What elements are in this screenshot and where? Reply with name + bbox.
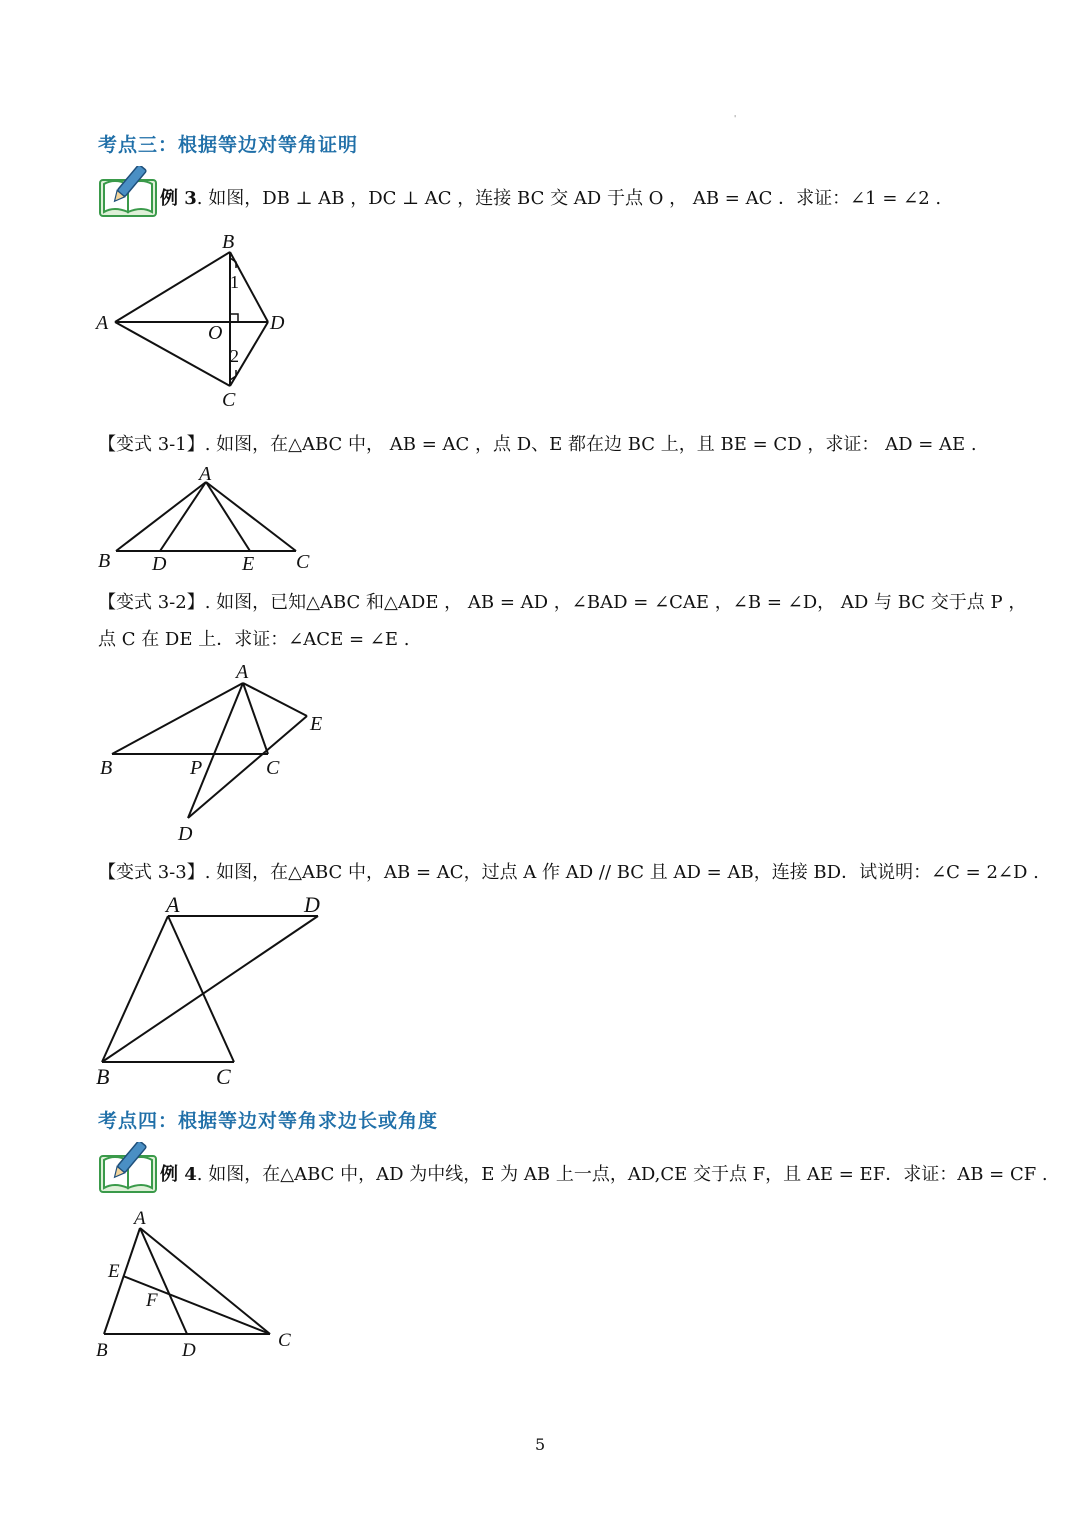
segment-ac [168, 916, 234, 1062]
variant-3-3-text: 【变式 3-3】. 如图，在△ABC 中，AB = AC，过点 A 作 AD // BC 且 AD = AB，连接 BD．试说明：∠C = 2∠D . [98, 862, 1039, 883]
page-number: 5 [535, 1435, 546, 1454]
label-a: A [236, 661, 249, 683]
example-4-text [160, 1160, 1048, 1186]
figure-variant-3-1 [90, 462, 330, 580]
example-4-label: 例 4 [160, 1164, 197, 1185]
figure-example-4 [90, 1206, 310, 1366]
example-3-text [160, 184, 941, 210]
example-4-statement: . 如图，在△ABC 中，AD 为中线，E 为 AB 上一点，AD,CE 交于点 F，且 AE = EF．求证：AB = CF . [196, 1164, 1048, 1185]
label-b: B [96, 1340, 108, 1361]
label-d: D [182, 1340, 196, 1361]
example-3-label: 例 3 [160, 188, 197, 209]
label-b: B [96, 1064, 110, 1089]
label-c: C [266, 757, 280, 779]
label-c: C [216, 1064, 231, 1089]
section-heading-3: 考点三：根据等边对等角证明 [98, 134, 359, 156]
label-c: C [278, 1330, 291, 1351]
label-f: F [146, 1290, 158, 1311]
label-d: D [178, 823, 193, 845]
label-e: E [310, 713, 323, 735]
label-o: O [208, 322, 223, 344]
header-mark: ' [734, 114, 737, 123]
label-d: D [270, 312, 285, 334]
variant-3-2-text-line2: 点 C 在 DE 上．求证：∠ACE = ∠E . [98, 629, 410, 650]
label-c: C [296, 551, 310, 573]
label-b: B [100, 757, 113, 779]
label-b: B [222, 231, 235, 253]
segment-ad [188, 683, 243, 818]
label-a: A [96, 312, 109, 334]
label-d: D [304, 892, 320, 917]
label-angle-2: 2 [230, 346, 239, 366]
segment-ae [206, 482, 250, 551]
segment-ac [140, 1228, 270, 1334]
segment-ab [116, 482, 206, 551]
segment-ad [140, 1228, 187, 1334]
label-a: A [199, 463, 212, 485]
book-with-pen-icon [98, 166, 160, 220]
right-angle-mark-o [230, 314, 238, 322]
label-a: A [166, 892, 180, 917]
label-angle-1: 1 [230, 272, 239, 292]
segment-ab [112, 683, 243, 754]
segment-de [188, 716, 307, 818]
variant-3-1-text: 【变式 3-1】. 如图，在△ABC 中， AB = AC ，点 D、E 都在边 BC 上，且 BE = CD ，求证： AD = AE . [98, 434, 977, 455]
figure-variant-3-2 [90, 656, 350, 846]
segment-ad [160, 482, 206, 551]
label-e: E [108, 1261, 120, 1282]
label-a: A [134, 1208, 146, 1229]
label-p: P [190, 757, 203, 779]
book-with-pen-icon [98, 1142, 160, 1196]
label-c: C [222, 389, 236, 411]
section-heading-4: 考点四：根据等边对等角求边长或角度 [98, 1110, 439, 1132]
figure-variant-3-3 [90, 890, 340, 1090]
figure-example-3 [90, 228, 310, 418]
segment-ab [115, 252, 230, 322]
label-e: E [242, 553, 255, 575]
example-3-statement: . 如图，DB ⊥ AB ，DC ⊥ AC ，连接 BC 交 AD 于点 O ， AB = AC ．求证：∠1 = ∠2 . [196, 188, 942, 209]
segment-ac [206, 482, 296, 551]
label-b: B [98, 550, 111, 572]
variant-3-2-text-line1: 【变式 3-2】. 如图，已知△ABC 和△ADE ， AB = AD ，∠BAD = ∠CAE ，∠B = ∠D， AD 与 BC 交于点 P ， [98, 592, 1027, 613]
label-d: D [152, 553, 167, 575]
